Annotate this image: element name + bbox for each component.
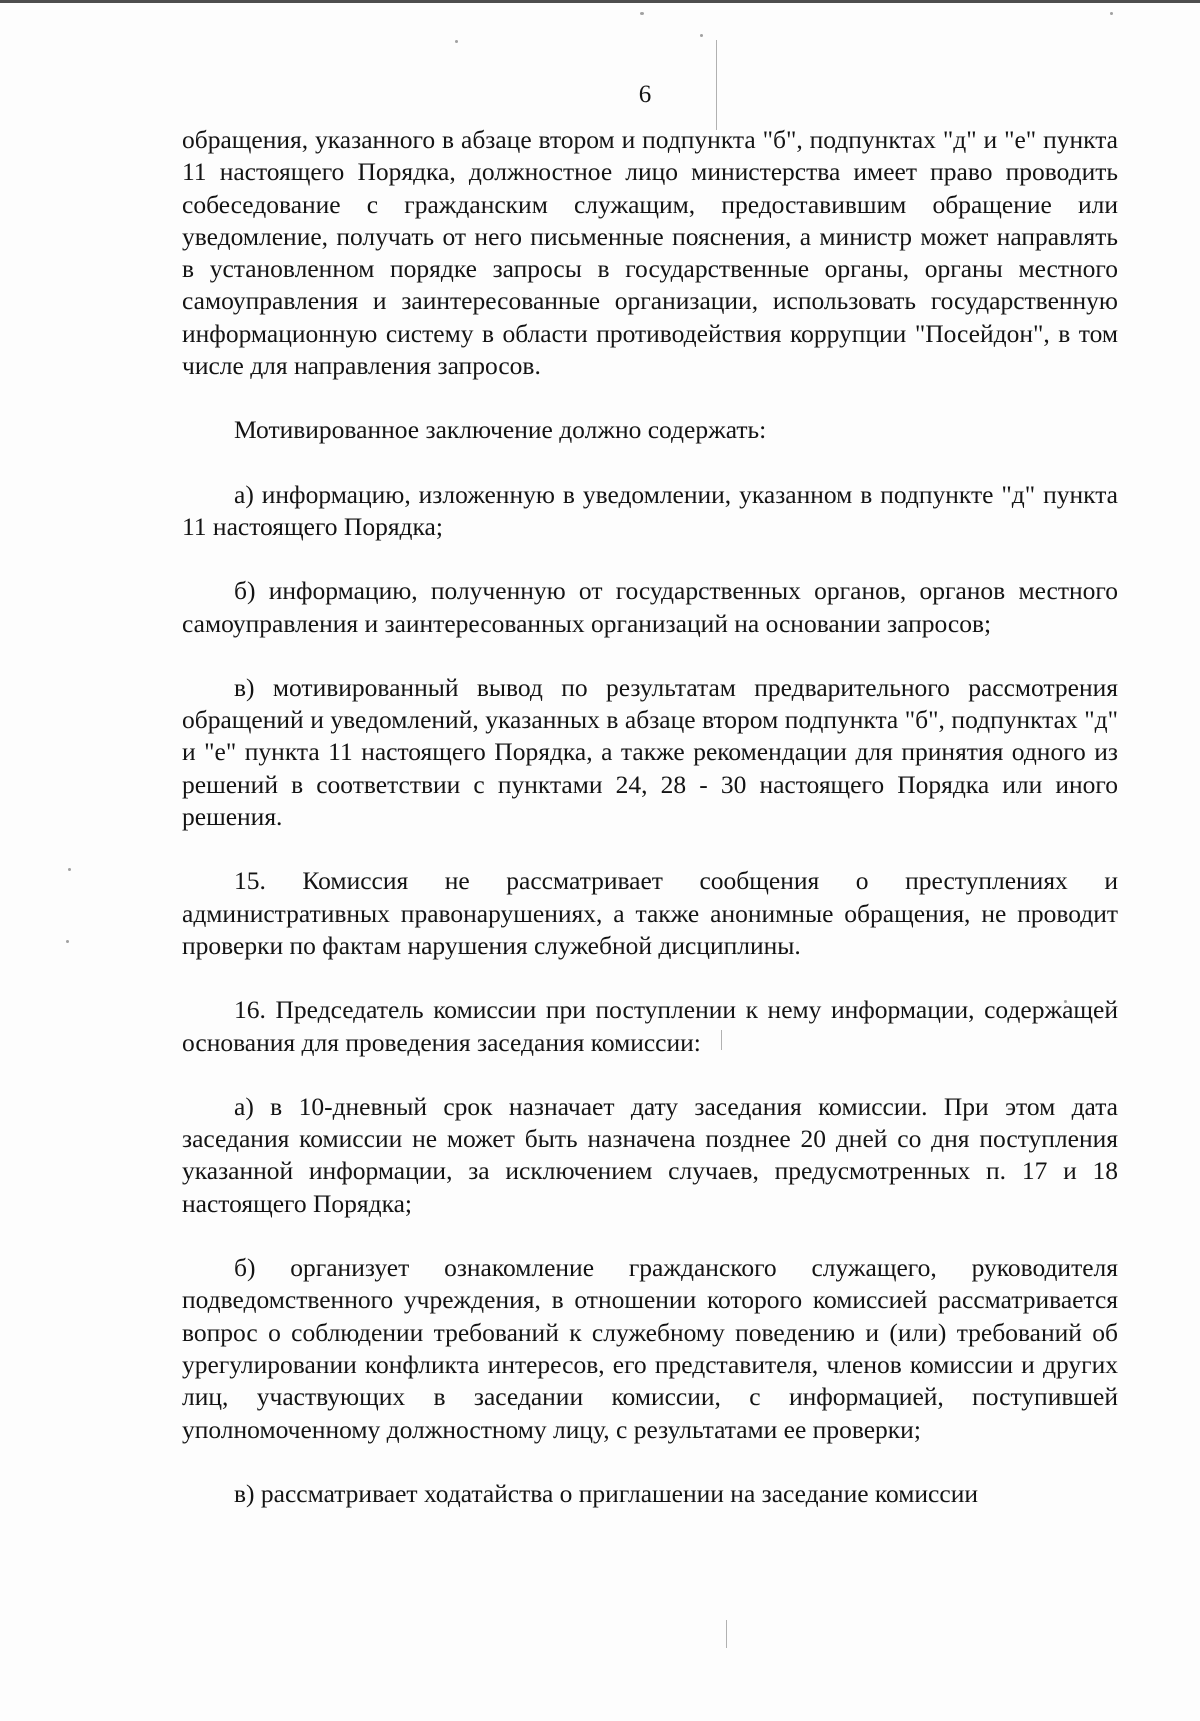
paragraph-clause-16-a: а) в 10-дневный срок назначает дату заседания комиссии. При этом дата заседания комиссии не может быть назначена позднее 20 дней со дня поступления указанной информации, за исключением случаев, предусмотренных п. 17 и 18 настоящего Порядка;	[182, 1091, 1118, 1218]
paragraph-gap	[182, 382, 1118, 414]
scan-top-edge	[0, 0, 1200, 3]
paragraph-item-b: б) информацию, полученную от государственных органов, органов местного самоуправления и заинтересованных организаций на основании запросов;	[182, 576, 1118, 638]
paragraph-item-a: а) информацию, изложенную в уведомлении, указанном в подпункте "д" пункта 11 настоящего Порядка;	[182, 479, 1118, 541]
paragraph-clause-16-v: в) рассматривает ходатайства о приглашении на заседание комиссии	[234, 1478, 978, 1508]
paragraph-gap	[182, 640, 1118, 672]
scan-speck	[1110, 12, 1113, 15]
paragraph-gap	[182, 543, 1118, 575]
paragraph-clause-16: 16. Председатель комиссии при поступлении к нему информации, содержащей основания для проведения заседания комиссии:	[182, 995, 1118, 1057]
paragraph-gap	[182, 1059, 1118, 1091]
scan-speck	[700, 34, 703, 37]
scan-artifact-line	[726, 1620, 727, 1648]
paragraph-gap	[182, 1446, 1118, 1478]
paragraph-clause-15: 15. Комиссия не рассматривает сообщения о преступлениях и административных правонарушениях, а также анонимные обращения, не проводит проверки по фактам нарушения служебной дисциплины.	[182, 866, 1118, 960]
scan-speck	[640, 12, 644, 15]
scan-speck	[68, 868, 71, 871]
scan-speck	[66, 940, 69, 943]
paragraph-gap	[182, 447, 1118, 479]
document-body	[182, 124, 1118, 1510]
scan-speck	[455, 40, 458, 43]
paragraph-gap	[182, 962, 1118, 994]
paragraph-gap	[182, 1220, 1118, 1252]
paragraph-item-v: в) мотивированный вывод по результатам предварительного рассмотрения обращений и уведомлений, указанных в абзаце втором подпункта "б", подпунктах "д" и "е" пункта 11 настоящего Порядка, а также рекомендации для принятия одного из решений в соответствии с пунктами 24, 28 - 30 настоящего Порядка или иного решения.	[182, 672, 1118, 832]
paragraph-continuation: обращения, указанного в абзаце втором и подпункта "б", подпунктах "д" и "е" пункта 11 настоящего Порядка, должностное лицо министерства имеет право проводить собеседование с гражданским служащим, предоставившим обращение или уведомление, получать от него письменные пояснения, а министр может направлять в установленном порядке запросы в государственные органы, органы местного самоуправления и заинтересованные организации, использовать государственную информационную систему в области противодействия коррупции "Посейдон", в том числе для направления запросов.	[182, 125, 1118, 381]
paragraph-conclusion-intro: Мотивированное заключение должно содержать:	[234, 415, 767, 445]
paragraph-gap	[182, 833, 1118, 865]
paragraph-clause-16-b: б) организует ознакомление гражданского служащего, руководителя подведомственного учреждения, в отношении которого комиссией рассматривается вопрос о соблюдении требований к служебному поведению и (или) требований об урегулировании конфликта интересов, его представителя, членов комиссии и других лиц, участвующих в заседании комиссии, с информацией, поступившей уполномоченному должностному лицу, с результатами ее проверки;	[182, 1253, 1118, 1444]
page-number: 6	[638, 81, 652, 108]
